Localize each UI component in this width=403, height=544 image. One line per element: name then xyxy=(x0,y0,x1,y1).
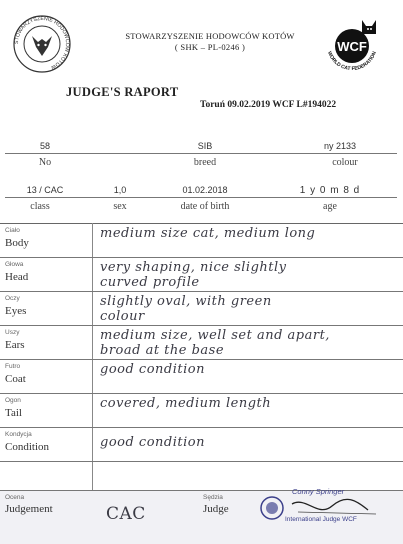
colour-value: ny 2133 xyxy=(323,141,357,151)
svg-text:WCF: WCF xyxy=(337,39,367,54)
table-divider xyxy=(92,223,93,490)
row-label-body: Body xyxy=(5,237,29,249)
number-label: No xyxy=(38,157,52,168)
breed-value: SIB xyxy=(197,141,213,151)
colour-label: colour xyxy=(332,157,358,168)
show-info: Toruń 09.02.2019 WCF L#194022 xyxy=(200,100,337,110)
judge-pl-label: Sędzia xyxy=(203,494,223,501)
row-rule xyxy=(0,257,403,258)
row-label-head: Head xyxy=(5,271,29,283)
row-pl-label: Ciało xyxy=(5,227,20,234)
svg-text:WORLD CAT FEDERATION: WORLD CAT FEDERATION xyxy=(326,50,378,72)
condition-pl-label: Kondycja xyxy=(5,431,32,438)
row-rule xyxy=(0,427,403,428)
top-rule-2 xyxy=(5,197,397,198)
class-label: class xyxy=(30,201,50,212)
handwritten-comment: good condition xyxy=(100,435,205,450)
sex-value: 1,0 xyxy=(113,185,127,195)
stamp-name: Conny Springer xyxy=(292,487,345,496)
row-label-ears: Ears xyxy=(5,339,25,351)
handwritten-comment: slightly oval, with green xyxy=(100,294,272,309)
row-pl-label: Oczy xyxy=(5,295,20,302)
class-value: 13 / CAC xyxy=(26,185,64,195)
handwritten-comment: broad at the base xyxy=(100,343,225,358)
dob-value: 01.02.2018 xyxy=(182,185,228,195)
handwritten-comment: colour xyxy=(100,309,145,324)
row-rule xyxy=(0,461,403,462)
handwritten-comment: medium size, well set and apart, xyxy=(100,328,330,343)
judgement-value: CAC xyxy=(106,504,146,524)
sex-label: sex xyxy=(113,201,127,212)
judge-label: Judge xyxy=(203,503,229,515)
age-label: age xyxy=(323,201,337,212)
judgement-pl-label: Ocena xyxy=(5,494,25,501)
dob-label: date of birth xyxy=(180,201,230,212)
cat-association-logo xyxy=(12,14,72,74)
row-pl-label: Ogon xyxy=(5,397,21,404)
svg-text:STOWARZYSZENIE HODOWCÓW KOTÓW: STOWARZYSZENIE HODOWCÓW KOTÓW xyxy=(13,15,71,71)
report-title: JUDGE'S RAPORT xyxy=(66,85,179,99)
row-rule xyxy=(0,291,403,292)
row-label-condition: Condition xyxy=(5,441,50,453)
row-pl-label: Uszy xyxy=(5,329,20,336)
row-pl-label: Głowa xyxy=(5,261,24,268)
row-label-eyes: Eyes xyxy=(5,305,27,317)
row-label-tail: Tail xyxy=(5,407,22,419)
org-code: ( SHK – PL-0246 ) xyxy=(174,42,246,52)
breed-label: breed xyxy=(193,157,217,168)
wcf-logo xyxy=(322,18,384,72)
handwritten-comment: medium size cat, medium long xyxy=(100,226,316,241)
org-name: STOWARZYSZENIE HODOWCÓW KOTÓW xyxy=(125,31,295,41)
age-value: 1 y 0 m 8 d xyxy=(299,185,361,196)
row-rule xyxy=(0,325,403,326)
top-rule-1 xyxy=(5,153,397,154)
row-pl-label: Futro xyxy=(5,363,21,370)
stamp-subtitle: International Judge WCF xyxy=(285,516,357,523)
row-rule xyxy=(0,393,403,394)
handwritten-comment: good condition xyxy=(100,362,205,377)
handwritten-comment: curved profile xyxy=(100,275,200,290)
handwritten-comment: very shaping, nice slightly xyxy=(100,260,287,275)
handwritten-comment: covered, medium length xyxy=(100,396,272,411)
judgement-label: Judgement xyxy=(5,503,53,515)
row-label-coat: Coat xyxy=(5,373,26,385)
row-rule xyxy=(0,359,403,360)
number-value: 58 xyxy=(39,141,50,151)
table-top-rule xyxy=(0,223,403,224)
